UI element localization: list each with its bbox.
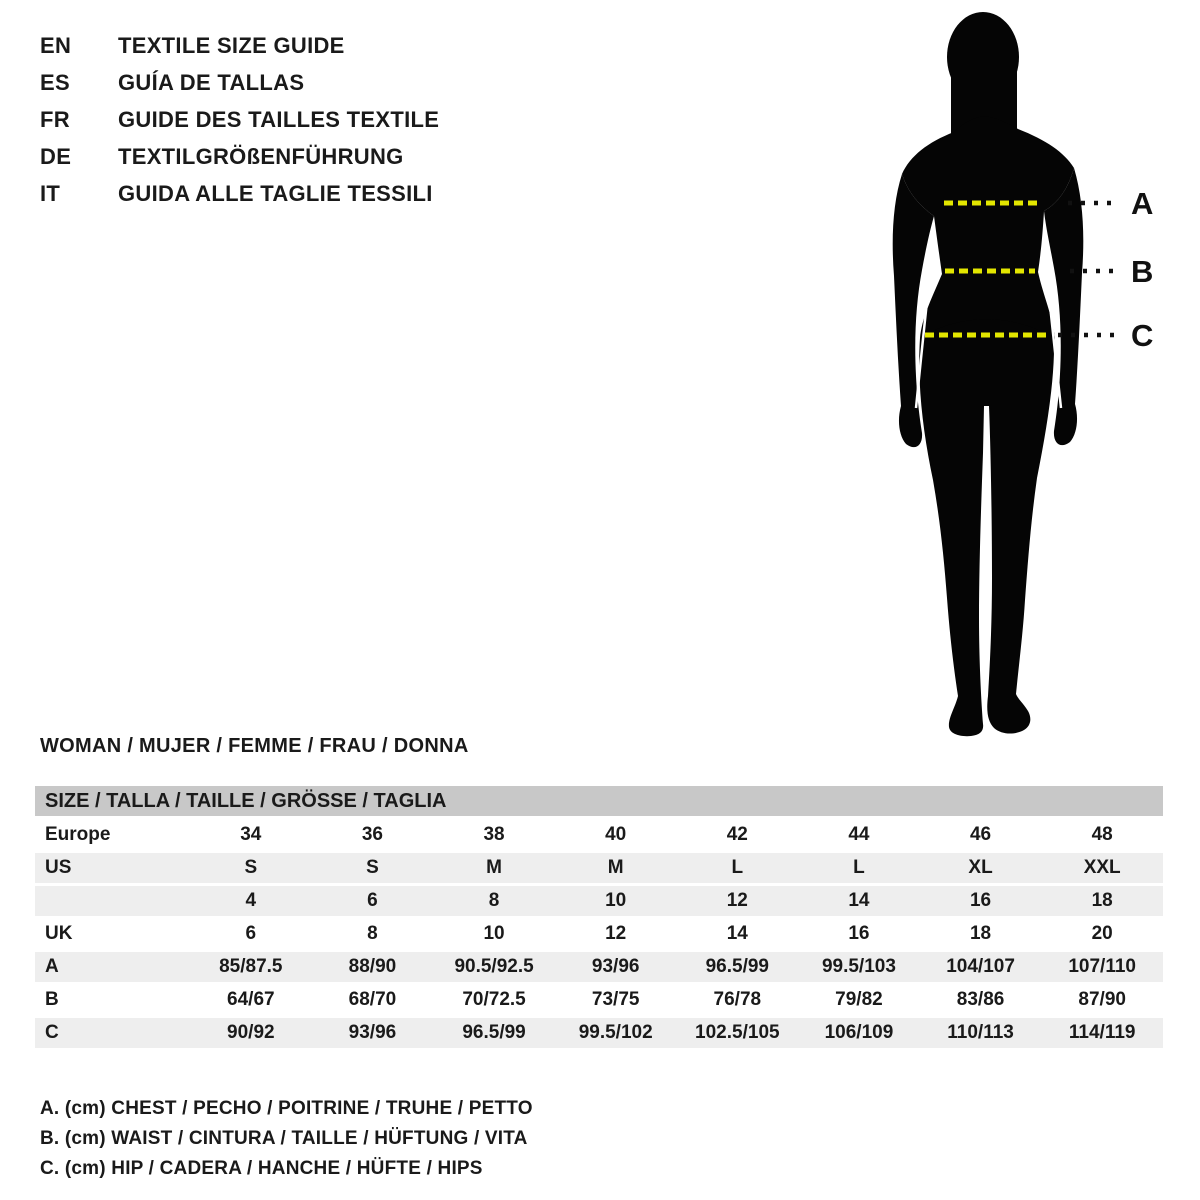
size-cell: 96.5/99 <box>705 956 770 977</box>
size-cell: 40 <box>605 824 627 845</box>
size-cell: S <box>366 857 379 878</box>
size-cell: 114/119 <box>1068 1022 1136 1043</box>
size-cell: S <box>244 857 258 878</box>
size-cell: 18 <box>969 923 992 944</box>
size-cell: 6 <box>367 890 378 911</box>
table-row-hip <box>35 1018 1163 1048</box>
table-row-chest <box>35 952 1163 982</box>
table-header: SIZE / TALLA / TAILLE / GRÖSSE / TAGLIA <box>35 786 1163 816</box>
row-label: C <box>45 1022 59 1043</box>
size-cell: 20 <box>1091 923 1113 944</box>
row-label: UK <box>45 923 73 944</box>
silhouette-lower-body <box>919 319 1054 736</box>
size-cell: 83/86 <box>956 989 1005 1010</box>
size-cell: 12 <box>605 923 627 944</box>
table-row-europe <box>35 820 1163 850</box>
size-cell: 79/82 <box>835 989 883 1010</box>
size-cell: 90.5/92.5 <box>454 956 534 977</box>
language-code: IT <box>40 181 61 206</box>
size-cell: 99.5/102 <box>578 1022 653 1043</box>
legend-line-hip: C. (cm) HIP / CADERA / HANCHE / HÜFTE / HIPS <box>40 1158 483 1179</box>
size-cell: 104/107 <box>946 956 1015 977</box>
size-cell: 16 <box>848 923 870 944</box>
language-code: ES <box>40 70 70 95</box>
woman-silhouette <box>893 12 1084 736</box>
language-titles <box>40 27 439 212</box>
size-cell: 42 <box>726 824 748 845</box>
size-cell: 93/96 <box>591 956 640 977</box>
size-cell: 88/90 <box>348 956 397 977</box>
row-label: US <box>45 857 72 878</box>
legend-line-waist: B. (cm) WAIST / CINTURA / TAILLE / HÜFTUNG / VITA <box>40 1128 528 1149</box>
size-cell: 102.5/105 <box>695 1022 780 1043</box>
size-cell: XL <box>968 857 993 878</box>
size-cell: 38 <box>483 824 505 845</box>
size-cell: M <box>607 857 624 878</box>
size-cell: L <box>731 857 744 878</box>
size-table <box>35 786 1163 1051</box>
size-cell: 85/87.5 <box>219 956 283 977</box>
row-label: Europe <box>45 824 111 845</box>
row-label <box>35 886 190 916</box>
size-cell: 90/92 <box>227 1022 275 1043</box>
size-cell: 110/113 <box>947 1022 1014 1043</box>
size-cell: 10 <box>483 923 505 944</box>
language-title: GUIDA ALLE TAGLIE TESSILI <box>118 181 433 206</box>
language-code: FR <box>40 107 70 132</box>
size-cell: 76/78 <box>713 989 762 1010</box>
section-title: WOMAN / MUJER / FEMME / FRAU / DONNA <box>40 735 469 757</box>
language-row <box>40 27 439 64</box>
marker-label-c: C <box>1131 318 1154 353</box>
size-cell: 36 <box>361 824 383 845</box>
marker-label-a: A <box>1131 186 1154 221</box>
language-title: GUIDE DES TAILLES TEXTILE <box>118 107 440 132</box>
size-cell: 96.5/99 <box>462 1022 526 1043</box>
size-cell: 107/110 <box>1068 956 1136 977</box>
size-cell: 99.5/103 <box>821 956 896 977</box>
size-cell: 6 <box>245 923 257 944</box>
size-cell: 87/90 <box>1078 989 1126 1010</box>
language-title: GUÍA DE TALLAS <box>118 70 305 95</box>
size-cell: 4 <box>245 890 257 911</box>
language-row <box>40 175 439 212</box>
size-cell: 73/75 <box>591 989 640 1010</box>
size-cell: 8 <box>367 923 378 944</box>
table-row-us-number <box>35 886 1163 916</box>
size-cell: 8 <box>488 890 500 911</box>
language-row <box>40 101 439 138</box>
size-cell: 14 <box>726 923 748 944</box>
size-cell: L <box>853 857 865 878</box>
row-label: B <box>45 989 59 1010</box>
size-cell: 10 <box>605 890 627 911</box>
size-cell: 48 <box>1091 824 1113 845</box>
measurement-legend <box>40 1094 533 1184</box>
language-title: TEXTILGRÖßENFÜHRUNG <box>118 144 404 169</box>
size-cell: 93/96 <box>348 1022 397 1043</box>
row-label: A <box>45 956 59 977</box>
table-row-uk <box>35 919 1163 949</box>
size-cell: 18 <box>1091 890 1113 911</box>
size-cell: 106/109 <box>824 1022 894 1043</box>
language-row <box>40 64 439 101</box>
size-cell: 68/70 <box>348 989 397 1010</box>
size-cell: 34 <box>240 824 262 845</box>
table-row-us-letter <box>35 853 1163 883</box>
size-cell: XXL <box>1083 857 1121 878</box>
size-cell: 14 <box>848 890 870 911</box>
table-row-waist <box>35 985 1163 1015</box>
size-cell: 64/67 <box>227 989 275 1010</box>
size-cell: 44 <box>848 824 870 845</box>
size-cell: 46 <box>969 824 992 845</box>
size-cell: 12 <box>726 890 748 911</box>
size-cell: M <box>486 857 502 878</box>
language-code: DE <box>40 144 72 169</box>
size-cell: 70/72.5 <box>462 989 526 1010</box>
legend-line-chest: A. (cm) CHEST / PECHO / POITRINE / TRUHE / PETTO <box>40 1098 533 1119</box>
language-code: EN <box>40 33 72 58</box>
language-row <box>40 138 439 175</box>
marker-label-b: B <box>1131 254 1154 289</box>
woman-silhouette-figure <box>888 8 1200 738</box>
language-title: TEXTILE SIZE GUIDE <box>118 33 345 58</box>
size-cell: 16 <box>969 890 992 911</box>
